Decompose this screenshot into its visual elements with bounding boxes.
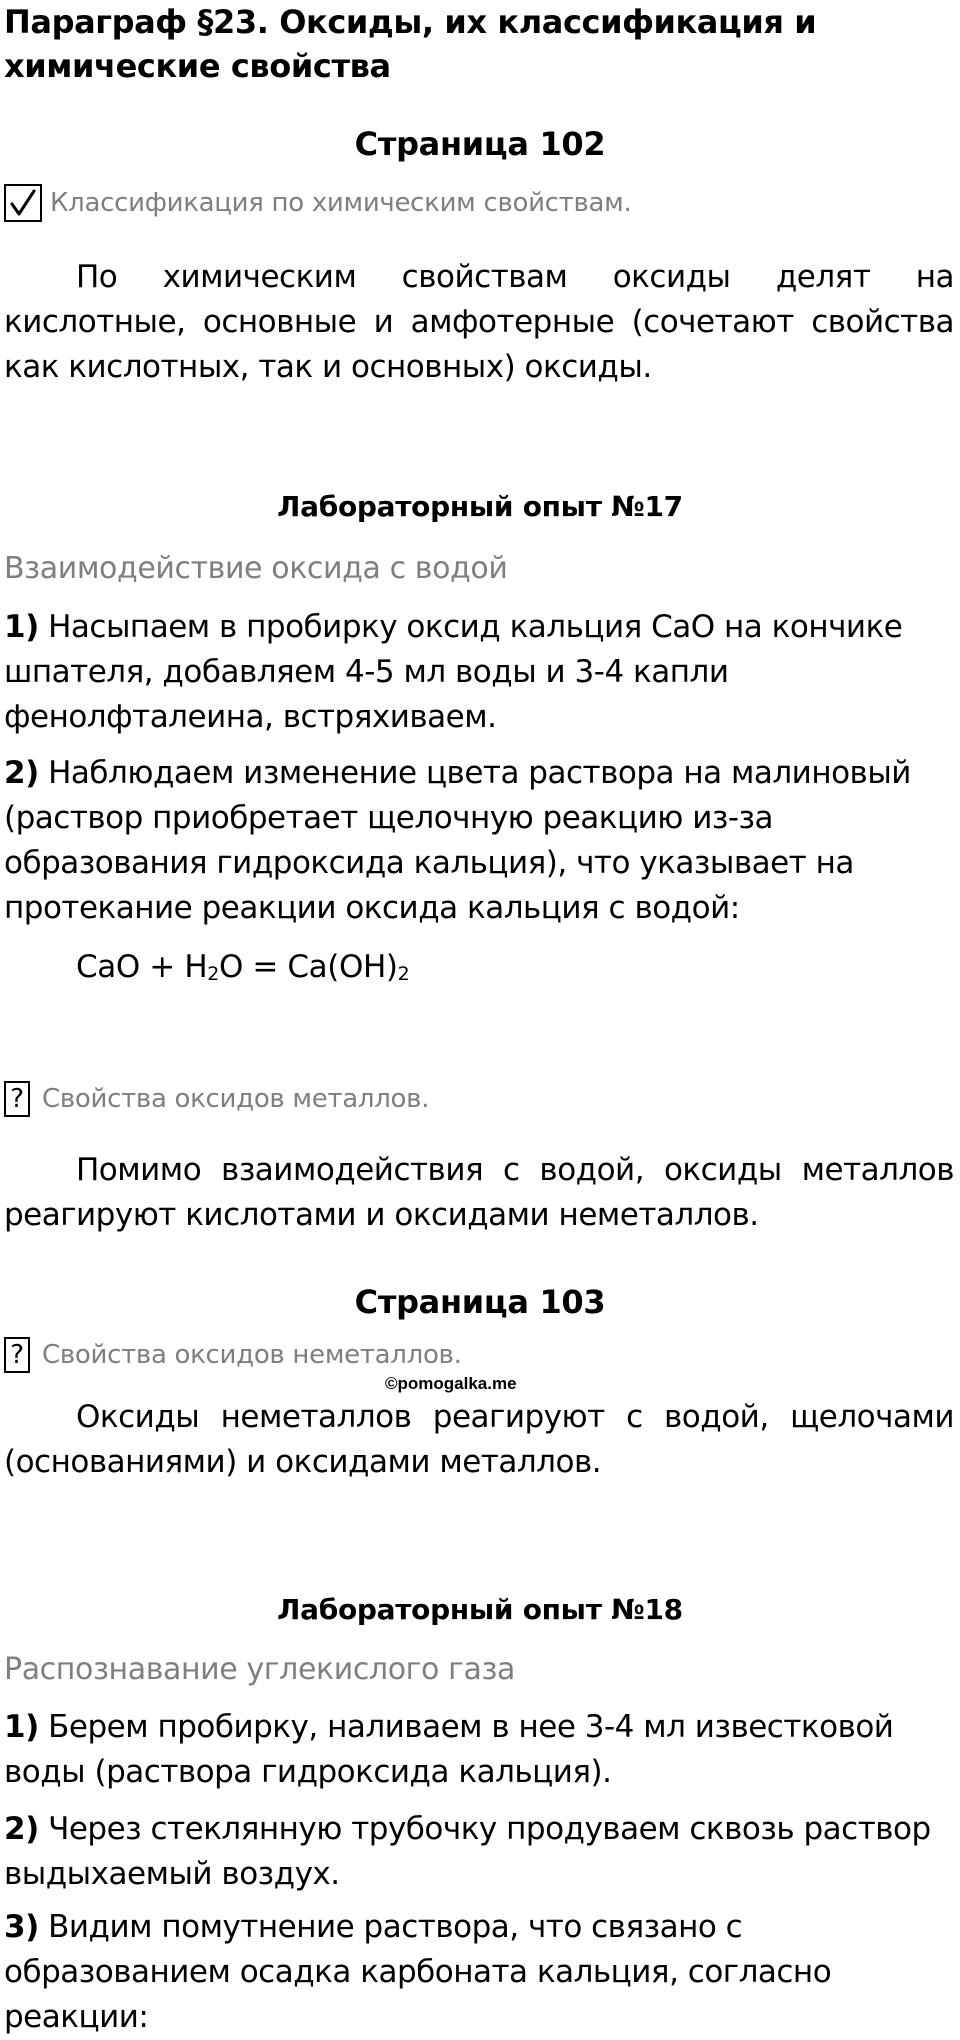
lab17-heading: Лабораторный опыт №17 bbox=[277, 490, 683, 523]
classification-note bbox=[4, 183, 631, 223]
classification-note-text: Классификация по химическим свойствам. bbox=[50, 188, 632, 218]
metal-oxides-paragraph: Помимо взаимодействия с водой, оксиды металлов реагируют кислотами и оксидами неметаллов. bbox=[4, 1152, 954, 1233]
formula-part: O = Ca(OH) bbox=[218, 949, 398, 985]
question-icon: ? bbox=[4, 1337, 30, 1373]
nonmetal-oxides-paragraph: Оксиды неметаллов реагируют с водой, щелочами (основаниями) и оксидами металлов. bbox=[4, 1399, 954, 1480]
question-icon: ? bbox=[4, 1081, 30, 1117]
formula-part: CaO + H bbox=[76, 949, 208, 985]
step-text: Видим помутнение раствора, что связано с образованием осадка карбоната кальция, согласно реакции: bbox=[4, 1909, 832, 2035]
lab18-step-1 bbox=[4, 1705, 954, 1795]
lab17-step-2 bbox=[4, 751, 954, 931]
nonmetal-oxides-note-text: Свойства оксидов неметаллов. bbox=[42, 1340, 462, 1370]
formula-subscript: 2 bbox=[207, 963, 219, 985]
watermark: ©pomogalka.me bbox=[385, 1374, 517, 1393]
page-heading-102: Страница 102 bbox=[354, 125, 606, 163]
step-number: 1) bbox=[4, 609, 39, 645]
step-number: 2) bbox=[4, 755, 39, 791]
page-heading-103: Страница 103 bbox=[354, 1283, 606, 1321]
lab18-heading: Лабораторный опыт №18 bbox=[277, 1593, 683, 1626]
page-title: Параграф §23. Оксиды, их классификация и химические свойства bbox=[4, 3, 817, 85]
lab17-step-1 bbox=[4, 605, 954, 740]
step-text: Насыпаем в пробирку оксид кальция CaO на кончике шпателя, добавляем 4-5 мл воды и 3-4 капли фенолфталеина, встряхиваем. bbox=[4, 609, 903, 735]
lab18-step-3 bbox=[4, 1905, 954, 2040]
lab18-subtitle: Распознавание углекислого газа bbox=[4, 1652, 515, 1687]
lab17-subtitle: Взаимодействие оксида с водой bbox=[4, 551, 508, 586]
step-text: Через стеклянную трубочку продуваем сквозь раствор выдыхаемый воздух. bbox=[4, 1811, 931, 1892]
checkmark-icon bbox=[4, 184, 42, 222]
reaction-formula bbox=[76, 945, 409, 996]
lab18-step-2 bbox=[4, 1807, 954, 1897]
step-number: 1) bbox=[4, 1709, 39, 1745]
nonmetal-oxides-note bbox=[4, 1335, 462, 1375]
metal-oxides-note bbox=[4, 1079, 429, 1119]
formula-subscript: 2 bbox=[397, 963, 410, 985]
metal-oxides-note-text: Свойства оксидов металлов. bbox=[42, 1084, 430, 1114]
step-number: 2) bbox=[4, 1811, 39, 1847]
step-text: Берем пробирку, наливаем в нее 3-4 мл известковой воды (раствора гидроксида кальция). bbox=[4, 1709, 894, 1790]
step-number: 3) bbox=[4, 1909, 39, 1945]
step-text: Наблюдаем изменение цвета раствора на малиновый (раствор приобретает щелочную реакцию из-за образования гидроксида кальция), что указывает на протекание реакции оксида кальция с водой: bbox=[4, 755, 911, 926]
classification-paragraph: По химическим свойствам оксиды делят на кислотные, основные и амфотерные (сочетают свойства как кислотных, так и основных) оксиды. bbox=[4, 259, 954, 385]
